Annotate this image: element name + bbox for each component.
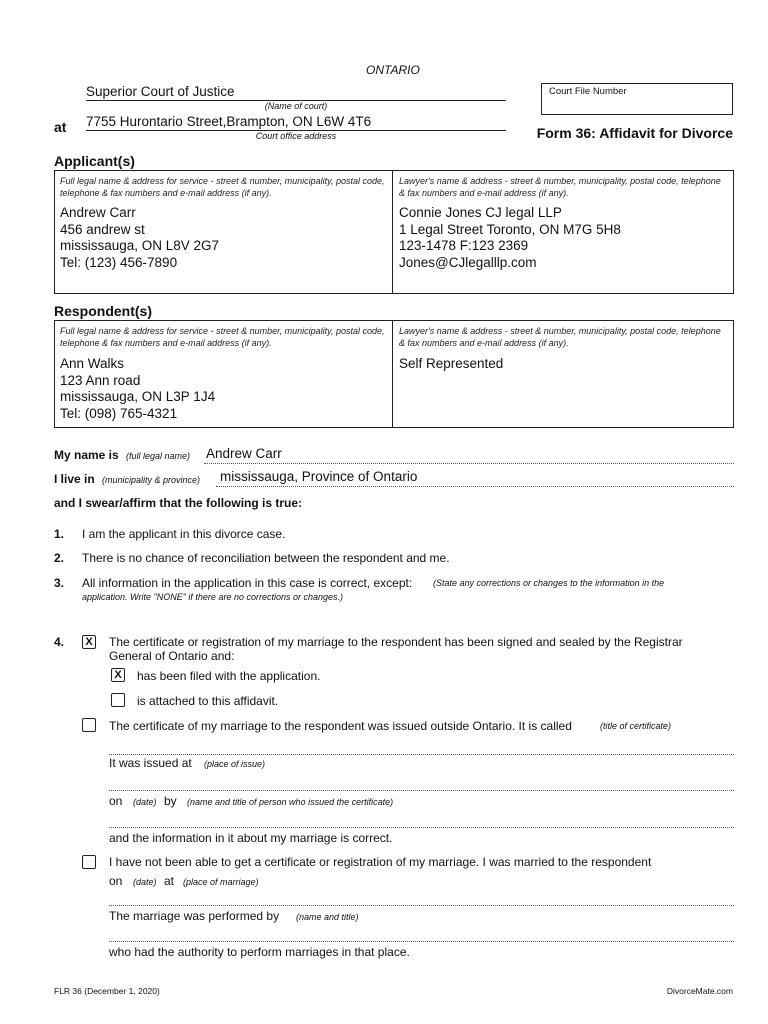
respondent-lawyer-hint: Lawyer's name & address - street & number, municipality, postal code, telephone & fax numbers and e-mail address (if any).: [399, 326, 721, 348]
item-4a-text: [109, 635, 683, 663]
respondent-party-cell[interactable]: [55, 321, 393, 427]
name-value[interactable]: Andrew Carr: [206, 446, 282, 461]
applicant-party-line: Andrew Carr: [60, 205, 136, 220]
province-label: ONTARIO: [366, 63, 420, 77]
respondent-lawyer-cell[interactable]: [394, 321, 733, 427]
item-3-hint-b: application. Write "NONE" if there are no corrections or changes.): [82, 592, 343, 602]
name-label: My name is: [54, 448, 119, 462]
respondent-party-line: Tel: (098) 765-4321: [60, 405, 178, 421]
respondent-box: [54, 320, 734, 428]
item-4a-checkbox[interactable]: X: [82, 635, 96, 649]
applicant-party-cell[interactable]: [55, 171, 393, 293]
item-4b-issued-hint: (place of issue): [204, 759, 266, 769]
item-3-text: All information in the application in this case is correct, except:: [82, 576, 413, 590]
respondent-party-line: Ann Walks: [60, 356, 125, 371]
applicant-lawyer-hint: Lawyer's name & address - street & number, municipality, postal code, telephone & fax numbers and e-mail address (if any).: [399, 176, 721, 198]
item-4a-ii-checkbox[interactable]: [111, 693, 125, 707]
item-4b-date-hint: (date): [133, 797, 157, 807]
court-file-number-box[interactable]: [541, 83, 733, 115]
applicant-heading: Applicant(s): [54, 153, 135, 169]
applicant-lawyer-value: [399, 205, 621, 271]
name-dotted-line: [204, 463, 734, 464]
item-4c-authority-text: who had the authority to perform marriages in that place.: [109, 945, 410, 959]
respondent-lawyer-value: [399, 356, 503, 373]
footer-form-id: FLR 36 (December 1, 2020): [54, 986, 160, 996]
item-4c-performed-hint: (name and title): [296, 912, 359, 922]
item-3-number: 3.: [54, 576, 65, 590]
applicant-lawyer-line: Connie Jones CJ legal LLP: [399, 205, 562, 220]
applicant-lawyer-line: 123-1478 F:123 2369: [399, 238, 529, 253]
item-4c-performed-label: The marriage was performed by: [109, 909, 280, 923]
item-4c-date-hint: (date): [133, 877, 157, 887]
item-4c-text: I have not been able to get a certificate or registration of my marriage. I was married to the respondent: [109, 855, 652, 869]
item-4c-checkbox[interactable]: [82, 855, 96, 869]
officiant-line[interactable]: [109, 941, 734, 942]
live-label: I live in: [54, 472, 95, 486]
marriage-date-place-line[interactable]: [109, 905, 734, 906]
item-4a-text-line: The certificate or registration of my marriage to the respondent has been signed and sealed by the Registrar: [109, 635, 683, 649]
item-4b-text: The certificate of my marriage to the respondent was issued outside Ontario. It is called: [109, 719, 572, 733]
item-4b-checkbox[interactable]: [82, 718, 96, 732]
court-file-number-label: Court File Number: [549, 86, 627, 97]
item-4-number: 4.: [54, 635, 65, 649]
item-4c-on-label: on: [109, 874, 123, 888]
applicant-party-line: Tel: (123) 456-7890: [60, 254, 178, 270]
respondent-party-hint: Full legal name & address for service - street & number, municipality, postal code, telephone & fax numbers and e-mail address (if any).: [60, 326, 385, 348]
applicant-party-line: mississauga, ON L8V 2G7: [60, 238, 220, 253]
item-4a-ii-text: is attached to this affidavit.: [137, 694, 279, 708]
item-4b-hint: (title of certificate): [600, 721, 672, 731]
item-4a-text-line: General of Ontario and:: [109, 649, 235, 663]
respondent-lawyer-line: Self Represented: [399, 356, 504, 371]
footer-site[interactable]: DivorceMate.com: [666, 986, 733, 996]
item-1-number: 1.: [54, 527, 65, 541]
at-label: at: [54, 119, 67, 135]
item-2-number: 2.: [54, 551, 65, 565]
live-dotted-line: [216, 486, 734, 487]
item-4a-i-checkbox[interactable]: X: [111, 668, 125, 682]
respondent-party-line: mississauga, ON L3P 1J4: [60, 389, 216, 404]
applicant-party-hint: Full legal name & address for service - street & number, municipality, postal code, telephone & fax numbers and e-mail address (if any).: [60, 176, 385, 198]
item-2-text: There is no chance of reconciliation between the respondent and me.: [82, 551, 450, 565]
item-4c-place-hint: (place of marriage): [183, 877, 259, 887]
issuer-line[interactable]: [109, 827, 734, 828]
item-4b-issued-label: It was issued at: [109, 756, 192, 770]
certificate-title-line[interactable]: [109, 754, 734, 755]
item-3-hint-a: (State any corrections or changes to the information in the: [433, 578, 665, 588]
item-4b-correct-text: and the information in it about my marriage is correct.: [109, 831, 393, 845]
applicant-lawyer-line: 1 Legal Street Toronto, ON M7G 5H8: [399, 221, 621, 237]
item-4b-by-label: by: [164, 794, 177, 808]
item-4b-by-hint: (name and title of person who issued the certificate): [187, 797, 394, 807]
court-address-hint: Court office address: [255, 131, 337, 141]
item-4b-on-label: on: [109, 794, 123, 808]
court-address[interactable]: 7755 Hurontario Street,Brampton, ON L6W 4T6: [86, 114, 372, 129]
name-hint: (full legal name): [126, 451, 191, 461]
live-hint: (municipality & province): [102, 475, 201, 485]
item-4a-i-text: has been filed with the application.: [137, 669, 321, 683]
respondent-party-value: [60, 356, 215, 422]
court-name[interactable]: Superior Court of Justice: [86, 84, 235, 99]
place-of-issue-line[interactable]: [109, 790, 734, 791]
applicant-box: [54, 170, 734, 294]
live-value[interactable]: mississauga, Province of Ontario: [220, 469, 418, 484]
applicant-lawyer-cell[interactable]: [394, 171, 733, 293]
respondent-heading: Respondent(s): [54, 303, 152, 319]
applicant-party-line: 456 andrew st: [60, 221, 145, 237]
respondent-party-line: 123 Ann road: [60, 372, 141, 388]
form-title: Form 36: Affidavit for Divorce: [536, 125, 733, 141]
item-4c-at-label: at: [164, 874, 175, 888]
item-1-text: I am the applicant in this divorce case.: [82, 527, 286, 541]
swear-statement: and I swear/affirm that the following is true:: [54, 496, 303, 510]
applicant-party-value: [60, 205, 219, 271]
court-name-hint: (Name of court): [264, 101, 328, 111]
applicant-lawyer-line: Jones@CJlegalllp.com: [399, 254, 537, 270]
